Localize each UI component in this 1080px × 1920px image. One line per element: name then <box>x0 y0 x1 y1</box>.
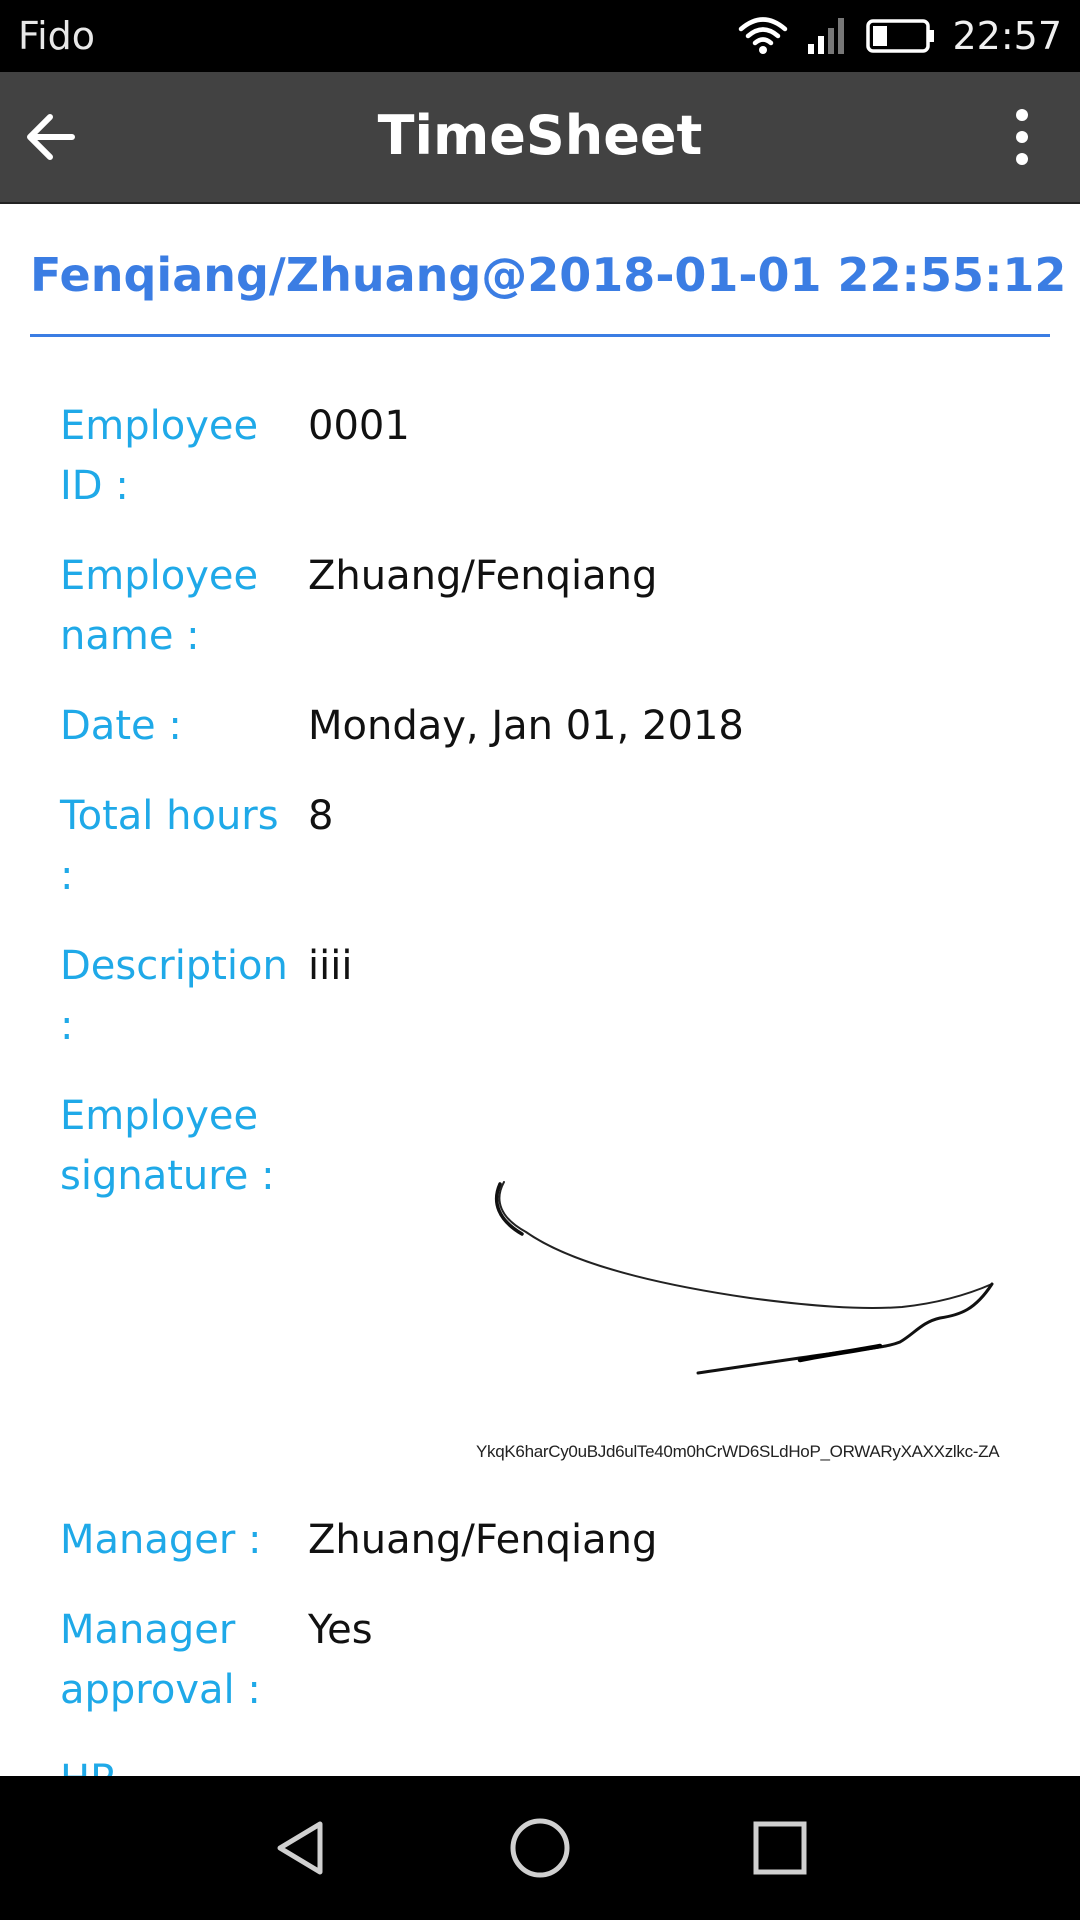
total-hours-label: Total hours : <box>60 793 279 899</box>
home-circle-icon <box>504 1812 576 1884</box>
status-time: 22:57 <box>952 14 1062 58</box>
signature-image <box>470 1160 1010 1390</box>
signal-icon <box>806 16 850 56</box>
page-title: TimeSheet <box>377 104 703 167</box>
employee-signature-label: Employee signature : <box>60 1093 275 1199</box>
status-icons <box>738 10 1062 62</box>
description-label: Description : <box>60 943 288 1049</box>
navigation-bar <box>0 1776 1080 1920</box>
employee-id-value: 0001 <box>308 403 410 449</box>
total-hours-value: 8 <box>308 793 334 839</box>
record-title: Fenqiang/Zhuang@2018-01-01 22:55:12 <box>30 248 1067 302</box>
employee-name-value: Zhuang/Fenqiang <box>308 553 658 599</box>
recents-square-icon <box>744 1812 816 1884</box>
employee-name-label: Employee name : <box>60 553 259 659</box>
status-bar <box>0 0 1080 72</box>
date-value: Monday, Jan 01, 2018 <box>308 703 744 749</box>
nav-back-button[interactable] <box>264 1812 336 1884</box>
date-label: Date : <box>60 703 182 749</box>
employee-id-label: Employee ID : <box>60 403 259 509</box>
manager-value: Zhuang/Fenqiang <box>308 1517 658 1563</box>
wifi-icon <box>738 16 788 56</box>
signature-token: YkqK6harCy0uBJd6ulTe40m0hCrWD6SLdHoP_ORWARyXAXXzlkc-ZA <box>476 1442 1000 1461</box>
app-bar <box>0 72 1080 204</box>
nav-home-button[interactable] <box>504 1812 576 1884</box>
battery-icon <box>866 16 936 56</box>
back-triangle-icon <box>264 1812 336 1884</box>
manager-label: Manager : <box>60 1517 262 1563</box>
manager-approval-value: Yes <box>308 1607 373 1653</box>
overflow-menu-icon <box>1002 107 1042 167</box>
nav-recents-button[interactable] <box>744 1812 816 1884</box>
manager-approval-label: Manager approval : <box>60 1607 261 1713</box>
description-value: iiii <box>308 943 353 989</box>
overflow-menu-button[interactable] <box>1002 107 1042 167</box>
carrier-name: Fido <box>18 14 96 58</box>
title-divider <box>30 334 1050 337</box>
